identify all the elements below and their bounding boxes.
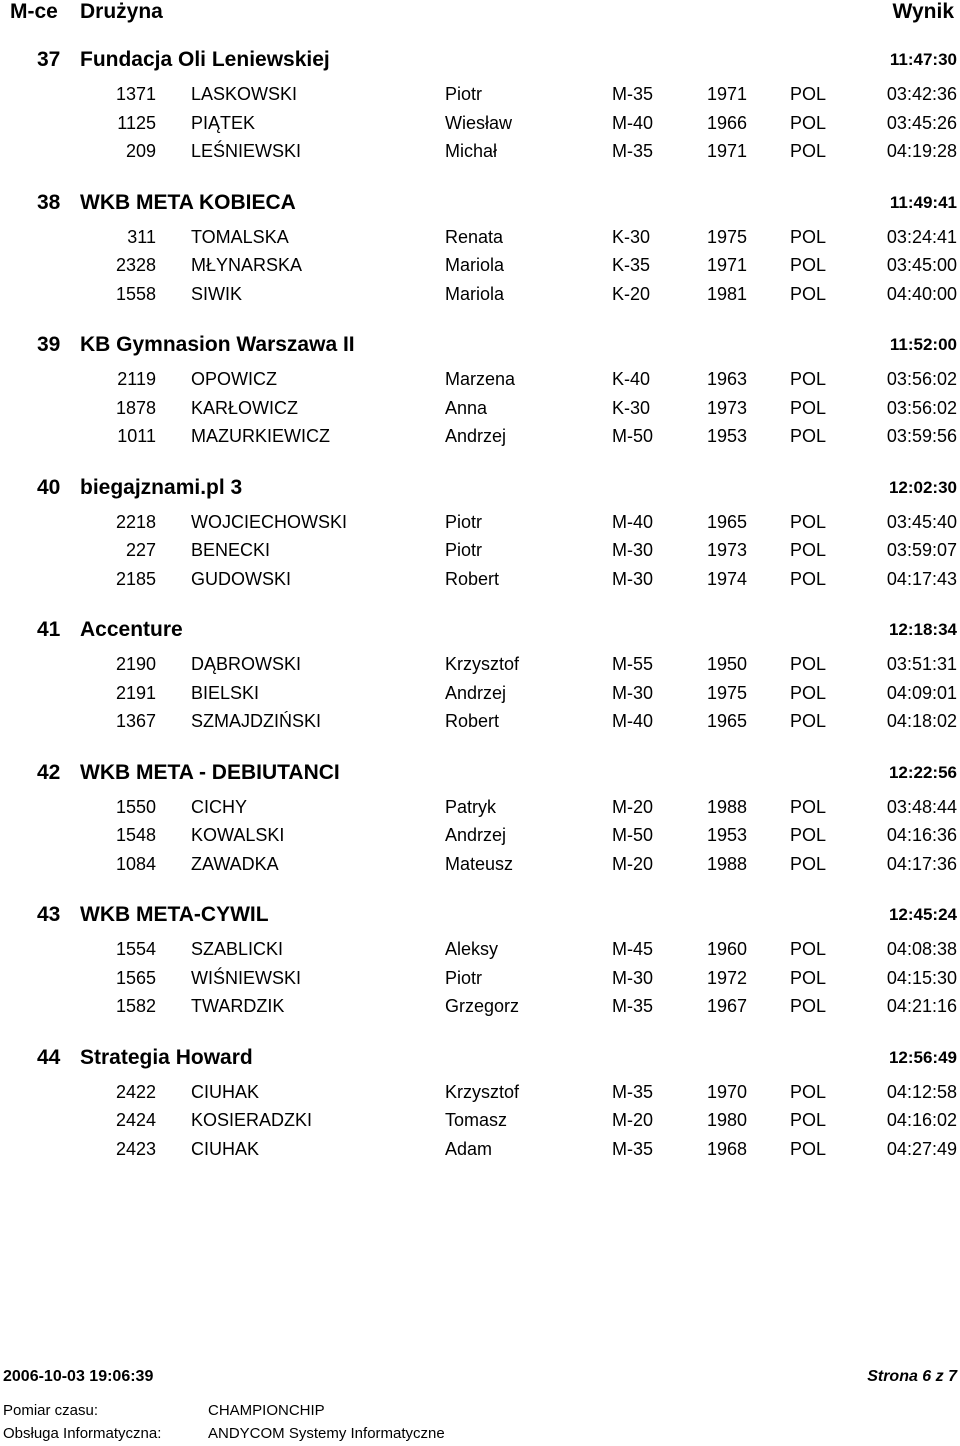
runner-surname: GUDOWSKI: [191, 568, 292, 589]
runner-number: 2218: [115, 511, 156, 532]
runner-nationality: POL: [790, 682, 827, 703]
team-block: [0, 1038, 960, 1181]
runner-category: K-20: [612, 283, 651, 304]
runner-category: M-35: [612, 1138, 654, 1159]
runner-category: K-40: [612, 369, 651, 389]
runner-time: 04:12:58: [886, 1081, 957, 1102]
team-header: [0, 40, 960, 80]
runner-birth-year: 1960: [707, 939, 748, 959]
runner-nationality: POL: [790, 654, 827, 674]
runner-category: M-20: [612, 1110, 654, 1130]
runner-category: M-30: [612, 540, 654, 560]
runner-category: M-20: [612, 796, 654, 817]
runner-time: 03:45:00: [886, 255, 957, 275]
runner-number: 1125: [117, 112, 156, 133]
runner-category: M-35: [612, 1081, 654, 1102]
runner-birth-year: 1971: [707, 255, 748, 275]
team-position: 44: [37, 1045, 61, 1069]
runner-nationality: POL: [790, 369, 827, 389]
team-position: 38: [37, 190, 61, 214]
team-header: [0, 753, 960, 793]
runner-row: [0, 280, 960, 309]
team-block: [0, 610, 960, 753]
team-name: WKB META - DEBIUTANCI: [80, 760, 340, 784]
it-label: Obsługa Informatyczna:: [3, 1425, 162, 1442]
team-position: 40: [37, 475, 61, 499]
runner-surname: DĄBROWSKI: [191, 654, 302, 674]
runner-nationality: POL: [790, 1138, 827, 1159]
team-name: WKB META-CYWIL: [80, 903, 269, 926]
runner-nationality: POL: [790, 853, 827, 874]
team-header: [0, 1038, 960, 1078]
runner-birth-year: 1950: [707, 654, 748, 674]
team-header: [0, 895, 960, 935]
runner-time: 04:27:49: [886, 1138, 957, 1159]
timing-label: Pomiar czasu:: [3, 1402, 99, 1419]
team-name: Accenture: [80, 618, 183, 641]
timing-value: CHAMPIONCHIP: [208, 1402, 325, 1419]
runner-surname: TOMALSKA: [191, 226, 289, 247]
runner-row: [0, 679, 960, 708]
runner-nationality: POL: [790, 255, 827, 275]
runner-time: 04:08:38: [886, 939, 957, 959]
runner-nationality: POL: [790, 426, 827, 446]
runner-first-name: Grzegorz: [445, 996, 520, 1016]
runner-first-name: Krzysztof: [445, 654, 520, 674]
runner-birth-year: 1968: [707, 1138, 748, 1159]
runner-number: 1548: [115, 825, 156, 845]
runner-nationality: POL: [790, 796, 827, 817]
runner-first-name: Adam: [445, 1138, 493, 1159]
runner-row: [0, 536, 960, 565]
print-datetime: 2006-10-03 19:06:39: [3, 1368, 154, 1385]
runner-first-name: Mateusz: [445, 853, 514, 874]
runner-category: K-30: [612, 226, 651, 247]
runner-birth-year: 1973: [707, 540, 748, 560]
runner-category: M-20: [612, 853, 654, 874]
runner-birth-year: 1953: [707, 426, 748, 446]
runner-first-name: Robert: [445, 711, 500, 731]
team-name: KB Gymnasion Warszawa II: [80, 333, 355, 356]
runner-number: 2119: [117, 369, 156, 389]
runner-nationality: POL: [790, 112, 827, 133]
runner-category: M-35: [612, 84, 654, 104]
runner-row: [0, 1106, 960, 1135]
runner-first-name: Anna: [445, 397, 488, 418]
runner-birth-year: 1980: [707, 1110, 748, 1130]
team-block: [0, 183, 960, 326]
runner-row: [0, 650, 960, 679]
runner-birth-year: 1975: [707, 682, 748, 703]
runner-surname: PIĄTEK: [191, 112, 256, 133]
runner-category: M-30: [612, 568, 654, 589]
runner-row: [0, 992, 960, 1021]
runner-birth-year: 1971: [707, 141, 748, 161]
runner-birth-year: 1966: [707, 112, 748, 133]
team-block: [0, 325, 960, 468]
runner-nationality: POL: [790, 1081, 827, 1102]
runner-first-name: Piotr: [445, 967, 483, 988]
team-block: [0, 895, 960, 1038]
runner-number: 2423: [115, 1138, 156, 1159]
runner-nationality: POL: [790, 226, 827, 247]
runner-time: 03:45:26: [886, 112, 957, 133]
runner-category: M-30: [612, 967, 654, 988]
runner-row: [0, 223, 960, 252]
runner-surname: OPOWICZ: [191, 369, 277, 389]
team-time: 12:18:34: [888, 620, 957, 639]
runner-time: 03:42:36: [886, 84, 957, 104]
runner-row: [0, 508, 960, 537]
runner-time: 04:17:36: [886, 853, 957, 874]
runner-number: 1550: [115, 796, 156, 817]
runner-nationality: POL: [790, 996, 827, 1016]
team-block: [0, 40, 960, 183]
runner-birth-year: 1972: [707, 967, 748, 988]
team-time: 11:52:00: [889, 335, 957, 354]
team-name: Strategia Howard: [80, 1045, 253, 1069]
runner-row: [0, 964, 960, 993]
runner-category: M-55: [612, 654, 654, 674]
runner-time: 04:21:16: [886, 996, 957, 1016]
runner-first-name: Piotr: [445, 540, 483, 560]
runner-surname: LEŚNIEWSKI: [191, 141, 302, 161]
team-header: [0, 468, 960, 508]
timing-credit: [3, 1402, 325, 1419]
runner-birth-year: 1970: [707, 1081, 748, 1102]
runner-number: 1565: [115, 967, 156, 988]
page-number: Strona 6 z 7: [867, 1368, 957, 1385]
runner-surname: SZABLICKI: [191, 939, 284, 959]
runner-category: M-50: [612, 426, 654, 446]
runner-number: 1011: [117, 426, 156, 446]
runner-first-name: Mariola: [445, 283, 505, 304]
runner-category: M-45: [612, 939, 654, 959]
runner-time: 03:48:44: [886, 796, 957, 817]
runner-first-name: Andrzej: [445, 426, 507, 446]
runner-birth-year: 1974: [707, 568, 748, 589]
runner-number: 2328: [115, 255, 156, 275]
runner-birth-year: 1963: [707, 369, 748, 389]
team-header: [0, 183, 960, 223]
runner-surname: CIUHAK: [191, 1138, 260, 1159]
runner-birth-year: 1965: [707, 511, 748, 532]
runner-number: 227: [125, 540, 156, 560]
runner-nationality: POL: [790, 283, 827, 304]
runner-surname: KARŁOWICZ: [191, 397, 299, 418]
runner-nationality: POL: [790, 825, 827, 845]
runner-birth-year: 1973: [707, 397, 748, 418]
runner-row: [0, 394, 960, 423]
runner-category: K-35: [612, 255, 651, 275]
runner-surname: BENECKI: [191, 540, 271, 560]
runner-first-name: Andrzej: [445, 825, 507, 845]
runner-first-name: Andrzej: [445, 682, 507, 703]
runner-nationality: POL: [790, 939, 827, 959]
runner-time: 04:19:28: [886, 141, 957, 161]
runner-time: 04:15:30: [886, 967, 957, 988]
runner-row: [0, 109, 960, 138]
runner-number: 2424: [115, 1110, 156, 1130]
runner-first-name: Mariola: [445, 255, 505, 275]
runner-category: M-30: [612, 682, 654, 703]
runner-surname: KOWALSKI: [191, 825, 285, 845]
team-position: 43: [37, 903, 61, 926]
runner-time: 04:40:00: [886, 283, 957, 304]
runner-surname: SZMAJDZIŃSKI: [191, 711, 322, 731]
header-result: Wynik: [892, 0, 954, 23]
runner-row: [0, 565, 960, 594]
runner-nationality: POL: [790, 397, 827, 418]
runner-surname: SIWIK: [191, 283, 243, 304]
team-name: biegajznami.pl 3: [80, 475, 243, 499]
runner-number: 1371: [115, 84, 156, 104]
runner-time: 03:56:02: [886, 369, 957, 389]
runner-birth-year: 1988: [707, 853, 748, 874]
runner-first-name: Tomasz: [445, 1110, 508, 1130]
runner-number: 1367: [115, 711, 156, 731]
runner-surname: CICHY: [191, 796, 248, 817]
runner-row: [0, 935, 960, 964]
runner-birth-year: 1975: [707, 226, 748, 247]
runner-first-name: Michał: [445, 141, 498, 161]
runner-row: [0, 251, 960, 280]
runner-time: 04:18:02: [886, 711, 957, 731]
runner-number: 2191: [115, 682, 156, 703]
runner-time: 03:24:41: [886, 226, 957, 247]
runner-row: [0, 80, 960, 109]
runner-category: M-40: [612, 511, 654, 532]
runner-birth-year: 1988: [707, 796, 748, 817]
runner-number: 1084: [115, 853, 156, 874]
runner-first-name: Krzysztof: [445, 1081, 520, 1102]
team-header: [0, 325, 960, 365]
team-time: 12:56:49: [888, 1047, 957, 1067]
runner-number: 209: [125, 141, 156, 161]
team-results-list: [0, 40, 960, 1180]
runner-nationality: POL: [790, 1110, 827, 1130]
runner-surname: ZAWADKA: [191, 853, 279, 874]
team-time: 11:47:30: [889, 50, 957, 69]
runner-category: M-50: [612, 825, 654, 845]
runner-time: 04:09:01: [886, 682, 957, 703]
column-header: [0, 0, 960, 24]
runner-time: 03:59:07: [886, 540, 957, 560]
runner-number: 2190: [115, 654, 156, 674]
runner-time: 04:16:02: [886, 1110, 957, 1130]
runner-first-name: Piotr: [445, 511, 483, 532]
runner-first-name: Robert: [445, 568, 500, 589]
runner-category: M-40: [612, 711, 654, 731]
team-time: 11:49:41: [889, 192, 957, 212]
team-block: [0, 753, 960, 896]
team-header: [0, 610, 960, 650]
team-name: WKB META KOBIECA: [80, 190, 296, 214]
runner-number: 1558: [115, 283, 156, 304]
runner-category: M-35: [612, 996, 654, 1016]
runner-row: [0, 1078, 960, 1107]
runner-time: 03:45:40: [886, 511, 957, 532]
team-position: 37: [37, 48, 61, 71]
runner-surname: CIUHAK: [191, 1081, 260, 1102]
runner-row: [0, 1135, 960, 1164]
team-time: 12:45:24: [888, 905, 957, 924]
runner-surname: TWARDZIK: [191, 996, 285, 1016]
team-block: [0, 468, 960, 611]
runner-birth-year: 1971: [707, 84, 748, 104]
runner-birth-year: 1953: [707, 825, 748, 845]
runner-row: [0, 821, 960, 850]
runner-first-name: Marzena: [445, 369, 516, 389]
runner-time: 03:51:31: [886, 654, 957, 674]
runner-category: M-35: [612, 141, 654, 161]
runner-nationality: POL: [790, 540, 827, 560]
runner-number: 2422: [115, 1081, 156, 1102]
runner-first-name: Patryk: [445, 796, 497, 817]
runner-nationality: POL: [790, 84, 827, 104]
team-time: 12:02:30: [888, 477, 957, 497]
runner-number: 2185: [115, 568, 156, 589]
runner-nationality: POL: [790, 967, 827, 988]
runner-row: [0, 422, 960, 451]
runner-number: 311: [127, 226, 156, 247]
runner-birth-year: 1967: [707, 996, 748, 1016]
runner-surname: MŁYNARSKA: [191, 255, 303, 275]
runner-surname: WOJCIECHOWSKI: [191, 511, 347, 532]
runner-category: K-30: [612, 397, 651, 418]
runner-nationality: POL: [790, 568, 827, 589]
header-team: Drużyna: [80, 0, 163, 23]
runner-birth-year: 1981: [707, 283, 748, 304]
runner-time: 04:17:43: [886, 568, 957, 589]
runner-first-name: Piotr: [445, 84, 483, 104]
runner-surname: MAZURKIEWICZ: [191, 426, 330, 446]
runner-time: 04:16:36: [886, 825, 957, 845]
runner-first-name: Aleksy: [445, 939, 499, 959]
header-position: M-ce: [10, 0, 58, 23]
runner-surname: BIELSKI: [191, 682, 260, 703]
runner-row: [0, 707, 960, 736]
runner-row: [0, 365, 960, 394]
runner-time: 03:59:56: [886, 426, 957, 446]
runner-number: 1582: [115, 996, 156, 1016]
runner-nationality: POL: [790, 141, 827, 161]
runner-time: 03:56:02: [886, 397, 957, 418]
runner-nationality: POL: [790, 511, 827, 532]
runner-first-name: Wiesław: [445, 112, 513, 133]
runner-number: 1878: [115, 397, 156, 418]
team-name: Fundacja Oli Leniewskiej: [80, 48, 330, 71]
runner-surname: WIŚNIEWSKI: [191, 967, 302, 988]
team-position: 41: [37, 618, 61, 641]
runner-first-name: Renata: [445, 226, 504, 247]
runner-row: [0, 850, 960, 879]
runner-number: 1554: [115, 939, 156, 959]
team-time: 12:22:56: [888, 762, 957, 782]
runner-category: M-40: [612, 112, 654, 133]
runner-nationality: POL: [790, 711, 827, 731]
it-value: ANDYCOM Systemy Informatyczne: [208, 1425, 445, 1442]
runner-surname: LASKOWSKI: [191, 84, 298, 104]
team-position: 42: [37, 760, 61, 784]
runner-row: [0, 793, 960, 822]
team-position: 39: [37, 333, 61, 356]
runner-birth-year: 1965: [707, 711, 748, 731]
it-credit: [3, 1425, 445, 1442]
runner-surname: KOSIERADZKI: [191, 1110, 313, 1130]
runner-row: [0, 137, 960, 166]
